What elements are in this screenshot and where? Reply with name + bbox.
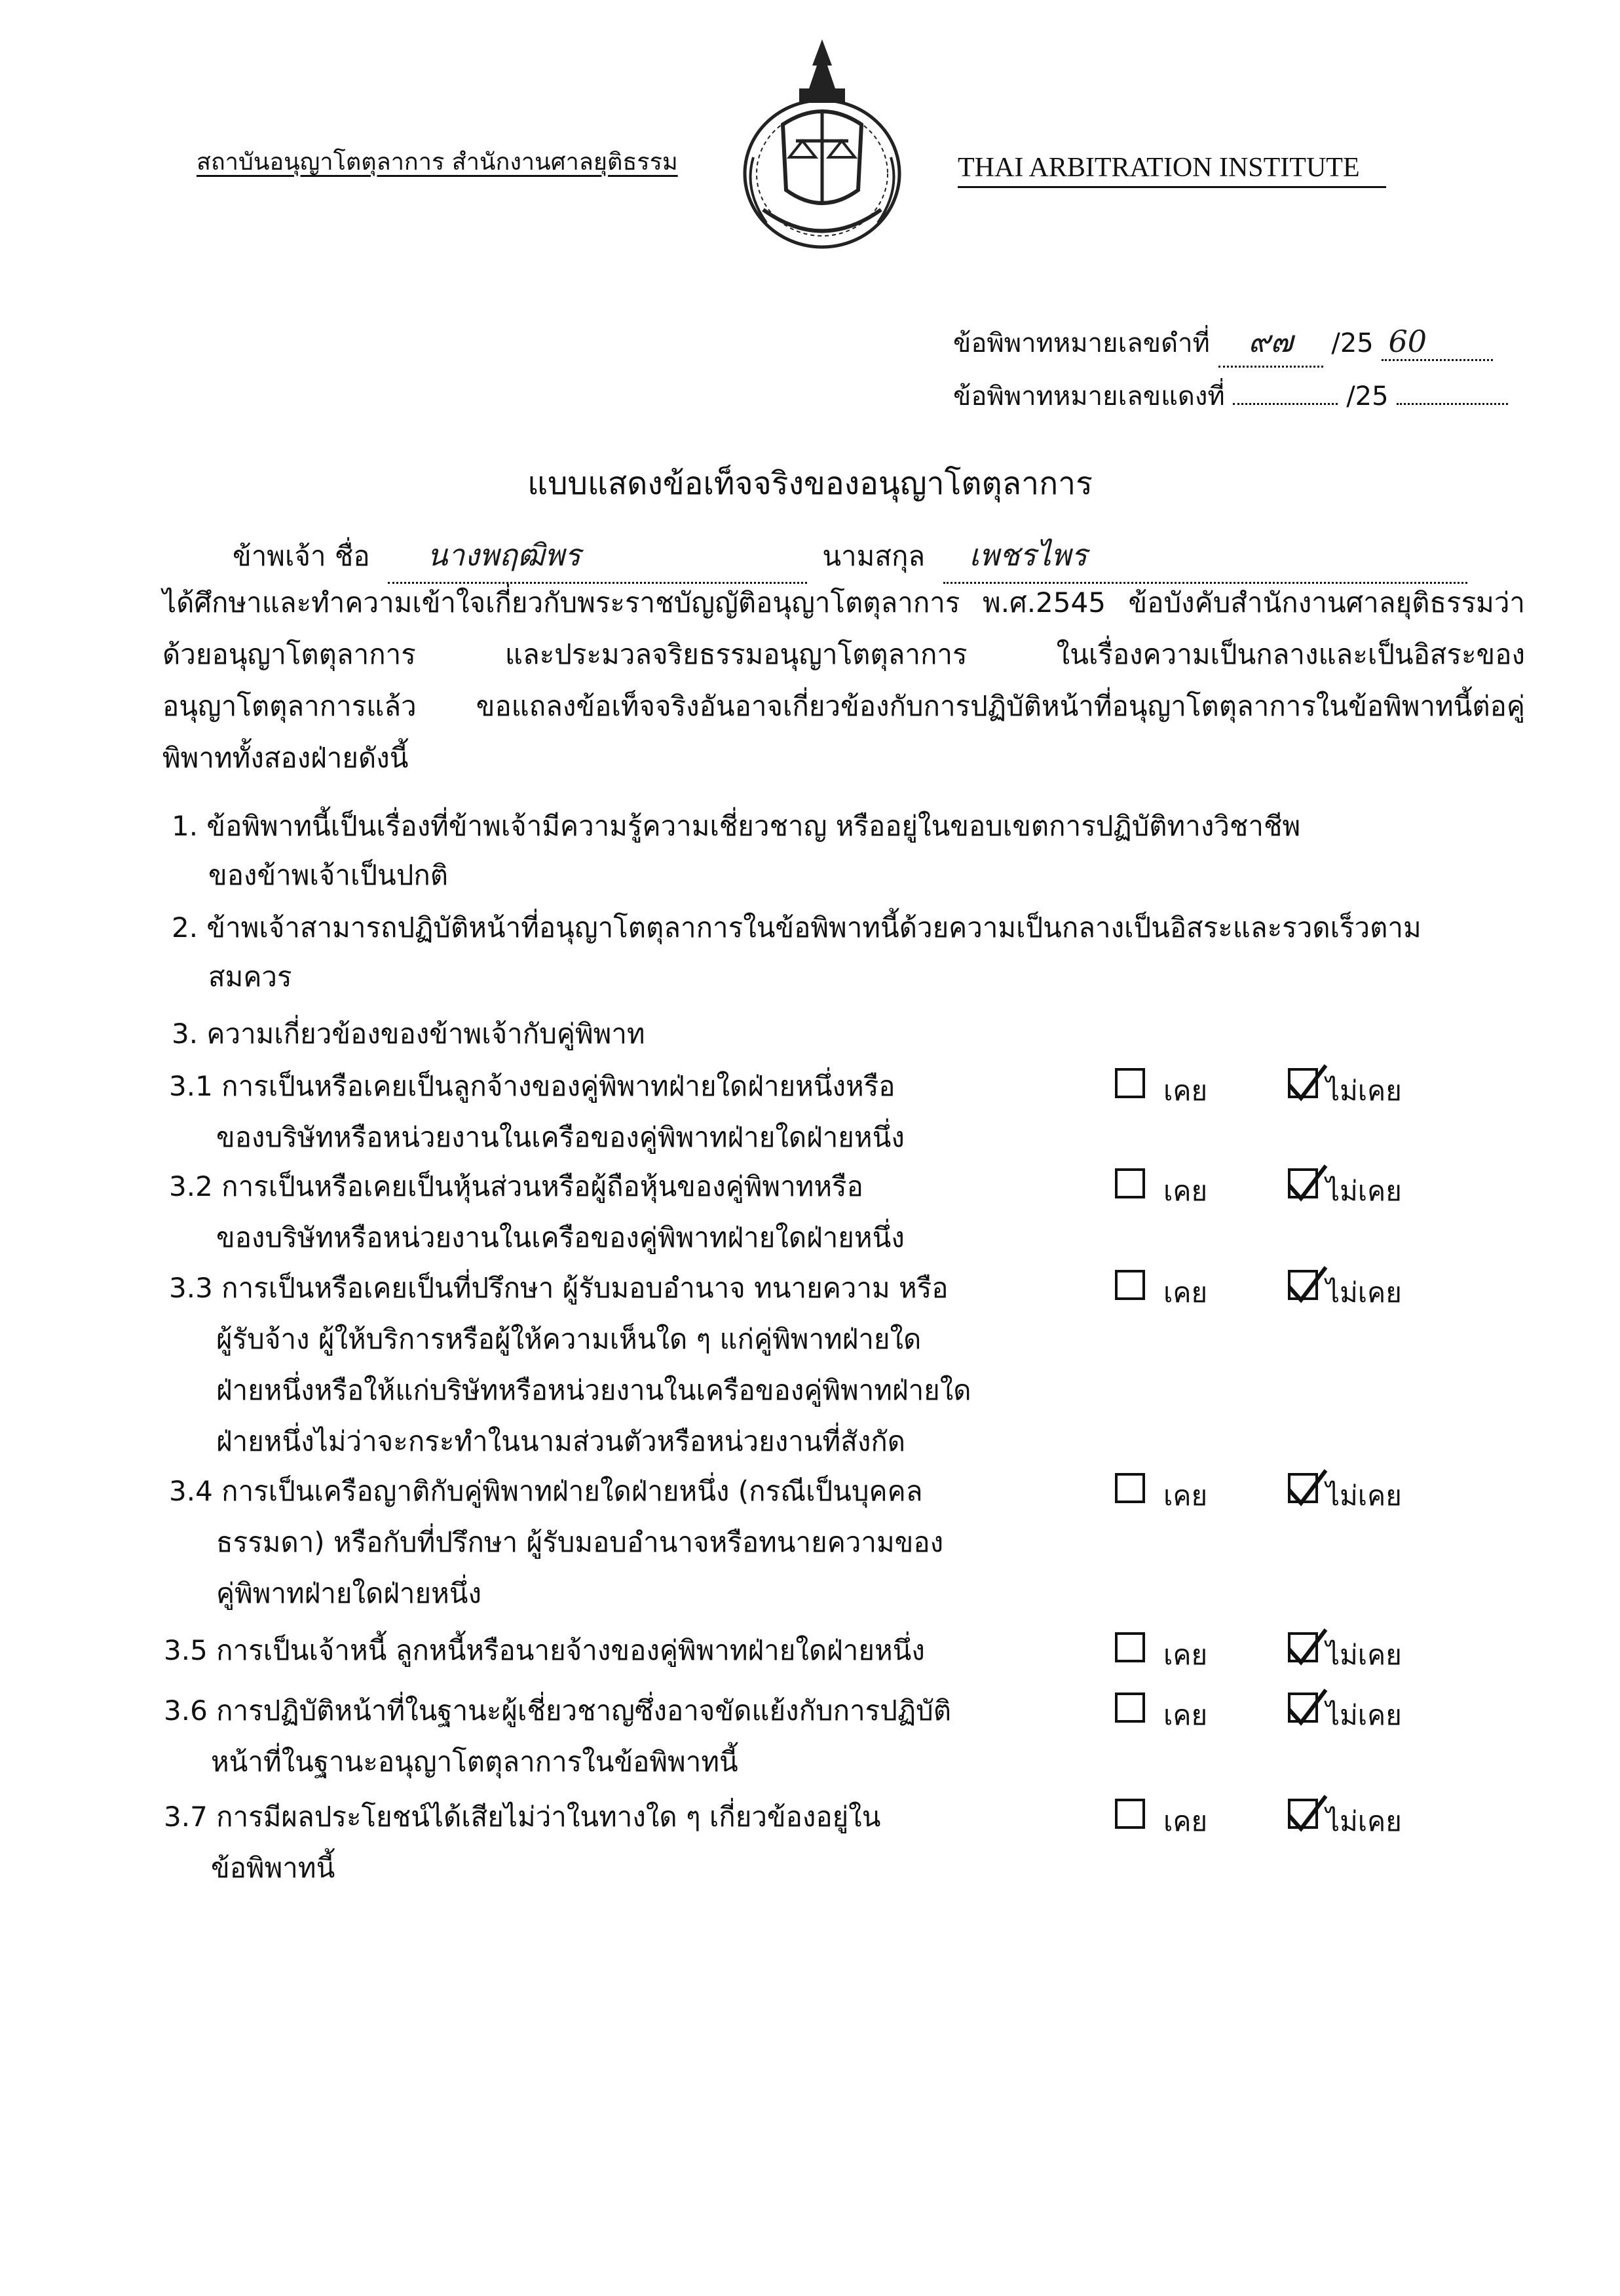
q33-line-1: 3.3 การเป็นหรือเคยเป็นที่ปรึกษา ผู้รับมอบอำนาจ ทนายความ หรือ xyxy=(169,1272,949,1304)
checkmark-icon xyxy=(1284,1062,1330,1107)
institute-name-english: THAI ARBITRATION INSTITUTE xyxy=(958,152,1386,188)
q37-no-checkbox[interactable] xyxy=(1288,1799,1318,1829)
q35-line-1: 3.5 การเป็นเจ้าหนี้ ลูกหนี้หรือนายจ้างของคู่พิพาทฝ่ายใดฝ่ายหนึ่ง xyxy=(164,1634,925,1666)
q31-yes-label: เคย xyxy=(1163,1075,1208,1107)
red-case-number-line xyxy=(953,375,1508,417)
black-case-number-line xyxy=(953,318,1493,368)
item-3-heading: 3. ความเกี่ยวข้องของข้าพเจ้ากับคู่พิพาท xyxy=(172,1018,645,1050)
form-title: แบบแสดงข้อเท็จจริงของอนุญาโตตุลาการ xyxy=(527,465,1093,502)
q36-no-label: ไม่เคย xyxy=(1326,1699,1402,1731)
q32-line-1: 3.2 การเป็นหรือเคยเป็นหุ้นส่วนหรือผู้ถือหุ้นของคู่พิพาทหรือ xyxy=(169,1170,863,1202)
item-1-line-2: ของข้าพเจ้าเป็นปกติ xyxy=(208,859,449,891)
name-label: ข้าพเจ้า ชื่อ xyxy=(233,540,370,572)
q33-no-label: ไม่เคย xyxy=(1326,1276,1402,1309)
checkmark-icon xyxy=(1284,1626,1330,1672)
q31-no-label: ไม่เคย xyxy=(1326,1075,1402,1107)
checkmark-icon xyxy=(1284,1792,1330,1838)
q31-line-2: ของบริษัทหรือหน่วยงานในเครือของคู่พิพาทฝ่ายใดฝ่ายหนึ่ง xyxy=(216,1121,905,1153)
q37-line-2: ข้อพิพาทนี้ xyxy=(211,1852,335,1884)
q36-line-2: หน้าที่ในฐานะอนุญาโตตุลาการในข้อพิพาทนี้ xyxy=(211,1746,738,1778)
q35-yes-label: เคย xyxy=(1163,1639,1208,1671)
name-value: นางพฤฒิพร xyxy=(426,537,581,573)
q31-no-checkbox[interactable] xyxy=(1288,1068,1318,1098)
item-2-line-2: สมควร xyxy=(208,961,292,993)
checkmark-icon xyxy=(1284,1466,1330,1512)
q36-line-1: 3.6 การปฏิบัติหน้าที่ในฐานะผู้เชี่ยวชาญซึ่งอาจขัดแย้งกับการปฏิบัติ xyxy=(164,1694,952,1727)
q35-yes-checkbox[interactable] xyxy=(1115,1632,1145,1662)
red-case-number-field xyxy=(1233,377,1338,405)
q33-yes-label: เคย xyxy=(1163,1276,1208,1309)
q35-no-checkbox[interactable] xyxy=(1288,1632,1318,1662)
q33-line-2: ผู้รับจ้าง ผู้ให้บริการหรือผู้ให้ความเห็นใด ๆ แก่คู่พิพาทฝ่ายใด xyxy=(216,1323,922,1355)
q37-no-label: ไม่เคย xyxy=(1326,1805,1402,1837)
q31-yes-checkbox[interactable] xyxy=(1115,1068,1145,1098)
q36-no-checkbox[interactable] xyxy=(1288,1693,1318,1723)
q34-line-2: ธรรมดา) หรือกับที่ปรึกษา ผู้รับมอบอำนาจหรือทนายความของ xyxy=(216,1526,944,1558)
checkmark-icon xyxy=(1284,1162,1330,1208)
item-1-line-1: 1. ข้อพิพาทนี้เป็นเรื่องที่ข้าพเจ้ามีความรู้ความเชี่ยวชาญ หรืออยู่ในขอบเขตการปฏิบัติทางวิชาชีพ xyxy=(172,810,1301,842)
red-case-year-prefix: /25 xyxy=(1346,381,1389,411)
q34-line-1: 3.4 การเป็นเครือญาติกับคู่พิพาทฝ่ายใดฝ่ายหนึ่ง (กรณีเป็นบุคคล xyxy=(169,1475,923,1507)
q33-line-3: ฝ่ายหนึ่งหรือให้แก่บริษัทหรือหน่วยงานในเครือของคู่พิพาทฝ่ายใด xyxy=(216,1374,971,1406)
black-case-year-suffix: 60 xyxy=(1388,324,1427,359)
item-2-line-1: 2. ข้าพเจ้าสามารถปฏิบัติหน้าที่อนุญาโตตุลาการในข้อพิพาทนี้ด้วยความเป็นกลางเป็นอิสระและรวดเร็วตาม xyxy=(172,911,1422,944)
q34-yes-checkbox[interactable] xyxy=(1115,1473,1145,1503)
q34-line-3: คู่พิพาทฝ่ายใดฝ่ายหนึ่ง xyxy=(216,1577,482,1609)
surname-value: เพชรไพร xyxy=(969,537,1087,573)
q33-line-4: ฝ่ายหนึ่งไม่ว่าจะกระทำในนามส่วนตัวหรือหน่วยงานที่สังกัด xyxy=(216,1425,906,1457)
black-case-year-prefix: /25 xyxy=(1331,328,1374,358)
declarant-line xyxy=(233,529,1467,584)
black-case-label: ข้อพิพาทหมายเลขดำที่ xyxy=(953,328,1210,358)
q32-yes-label: เคย xyxy=(1163,1175,1208,1207)
q33-no-checkbox[interactable] xyxy=(1288,1270,1318,1300)
q32-no-label: ไม่เคย xyxy=(1326,1175,1402,1207)
q32-yes-checkbox[interactable] xyxy=(1115,1168,1145,1198)
q34-no-checkbox[interactable] xyxy=(1288,1473,1318,1503)
q34-yes-label: เคย xyxy=(1163,1480,1208,1512)
q35-no-label: ไม่เคย xyxy=(1326,1639,1402,1671)
q36-yes-checkbox[interactable] xyxy=(1115,1693,1145,1723)
q37-yes-label: เคย xyxy=(1163,1805,1208,1837)
q36-yes-label: เคย xyxy=(1163,1699,1208,1731)
q37-yes-checkbox[interactable] xyxy=(1115,1799,1145,1829)
intro-paragraph: ได้ศึกษาและทำความเข้าใจเกี่ยวกับพระราชบัญญัติอนุญาโตตุลาการ พ.ศ.2545 ข้อบังคับสำนักงานศาลยุติธรรมว่าด้วยอนุญาโตตุลาการ และประมวลจริยธรรมอนุญาโตตุลาการ ในเรื่องความเป็นกลางและเป็นอิสระของอนุญาโตตุลาการแล้ว ขอแถลงข้อเท็จจริงอันอาจเกี่ยวข้องกับการปฏิบัติหน้าที่อนุญาโตตุลาการในข้อพิพาทนี้ต่อคู่พิพาททั้งสองฝ่ายดังนี้ xyxy=(162,586,1525,774)
checkmark-icon xyxy=(1284,1263,1330,1309)
q31-line-1: 3.1 การเป็นหรือเคยเป็นลูกจ้างของคู่พิพาทฝ่ายใดฝ่ายหนึ่งหรือ xyxy=(169,1070,895,1102)
red-case-year-field xyxy=(1397,377,1508,405)
q33-yes-checkbox[interactable] xyxy=(1115,1270,1145,1300)
q32-line-2: ของบริษัทหรือหน่วยงานในเครือของคู่พิพาทฝ่ายใดฝ่ายหนึ่ง xyxy=(216,1221,905,1253)
black-case-number: ๙๗ xyxy=(1248,324,1293,359)
red-case-label: ข้อพิพาทหมายเลขแดงที่ xyxy=(953,381,1225,411)
checkmark-icon xyxy=(1284,1686,1330,1732)
surname-label: นามสกุล xyxy=(822,540,926,572)
q32-no-checkbox[interactable] xyxy=(1288,1168,1318,1198)
court-seal-emblem xyxy=(737,26,907,256)
q34-no-label: ไม่เคย xyxy=(1326,1480,1402,1512)
institute-name-thai: สถาบันอนุญาโตตุลาการ สำนักงานศาลยุติธรรม xyxy=(197,149,678,176)
q37-line-1: 3.7 การมีผลประโยชน์ได้เสียไม่ว่าในทางใด ๆ เกี่ยวข้องอยู่ใน xyxy=(164,1801,881,1833)
